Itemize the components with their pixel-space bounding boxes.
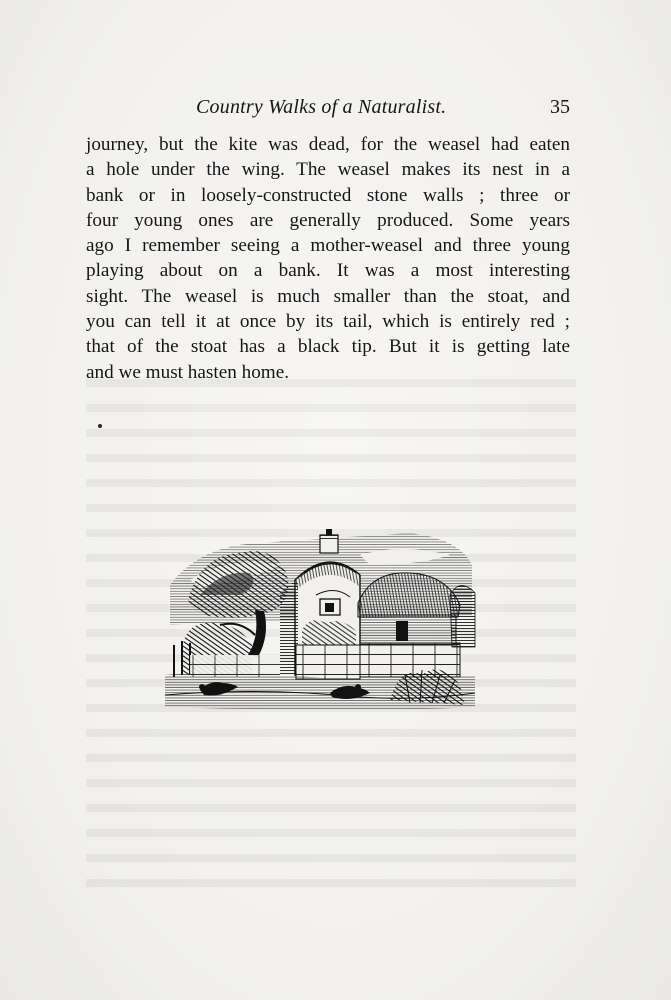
body-paragraph bbox=[86, 132, 570, 385]
text-line: that of the stoat has a black tip. But it is getting late bbox=[86, 336, 570, 358]
text-line: and we must hasten home. bbox=[86, 361, 290, 383]
text-line: a hole under the wing. The weasel makes its nest in a bbox=[86, 159, 570, 181]
text-line: sight. The weasel is much smaller than the stoat, and bbox=[86, 285, 570, 307]
text-line: four young ones are generally produced. Some years bbox=[86, 209, 570, 231]
running-title: Country Walks of a Naturalist. bbox=[196, 96, 447, 118]
text-line: you can tell it at once by its tail, which is entirely red ; bbox=[86, 311, 570, 333]
running-head bbox=[86, 96, 570, 126]
ink-dot bbox=[98, 424, 102, 428]
text-line: bank or in loosely-constructed stone walls ; three or bbox=[86, 184, 570, 206]
page-number: 35 bbox=[550, 96, 570, 118]
text-line: journey, but the kite was dead, for the weasel had eaten bbox=[86, 134, 570, 155]
cottage-engraving bbox=[160, 525, 480, 715]
text-line: ago I remember seeing a mother-weasel and three young bbox=[86, 235, 570, 257]
text-line: playing about on a bank. It was a most interesting bbox=[86, 260, 570, 282]
